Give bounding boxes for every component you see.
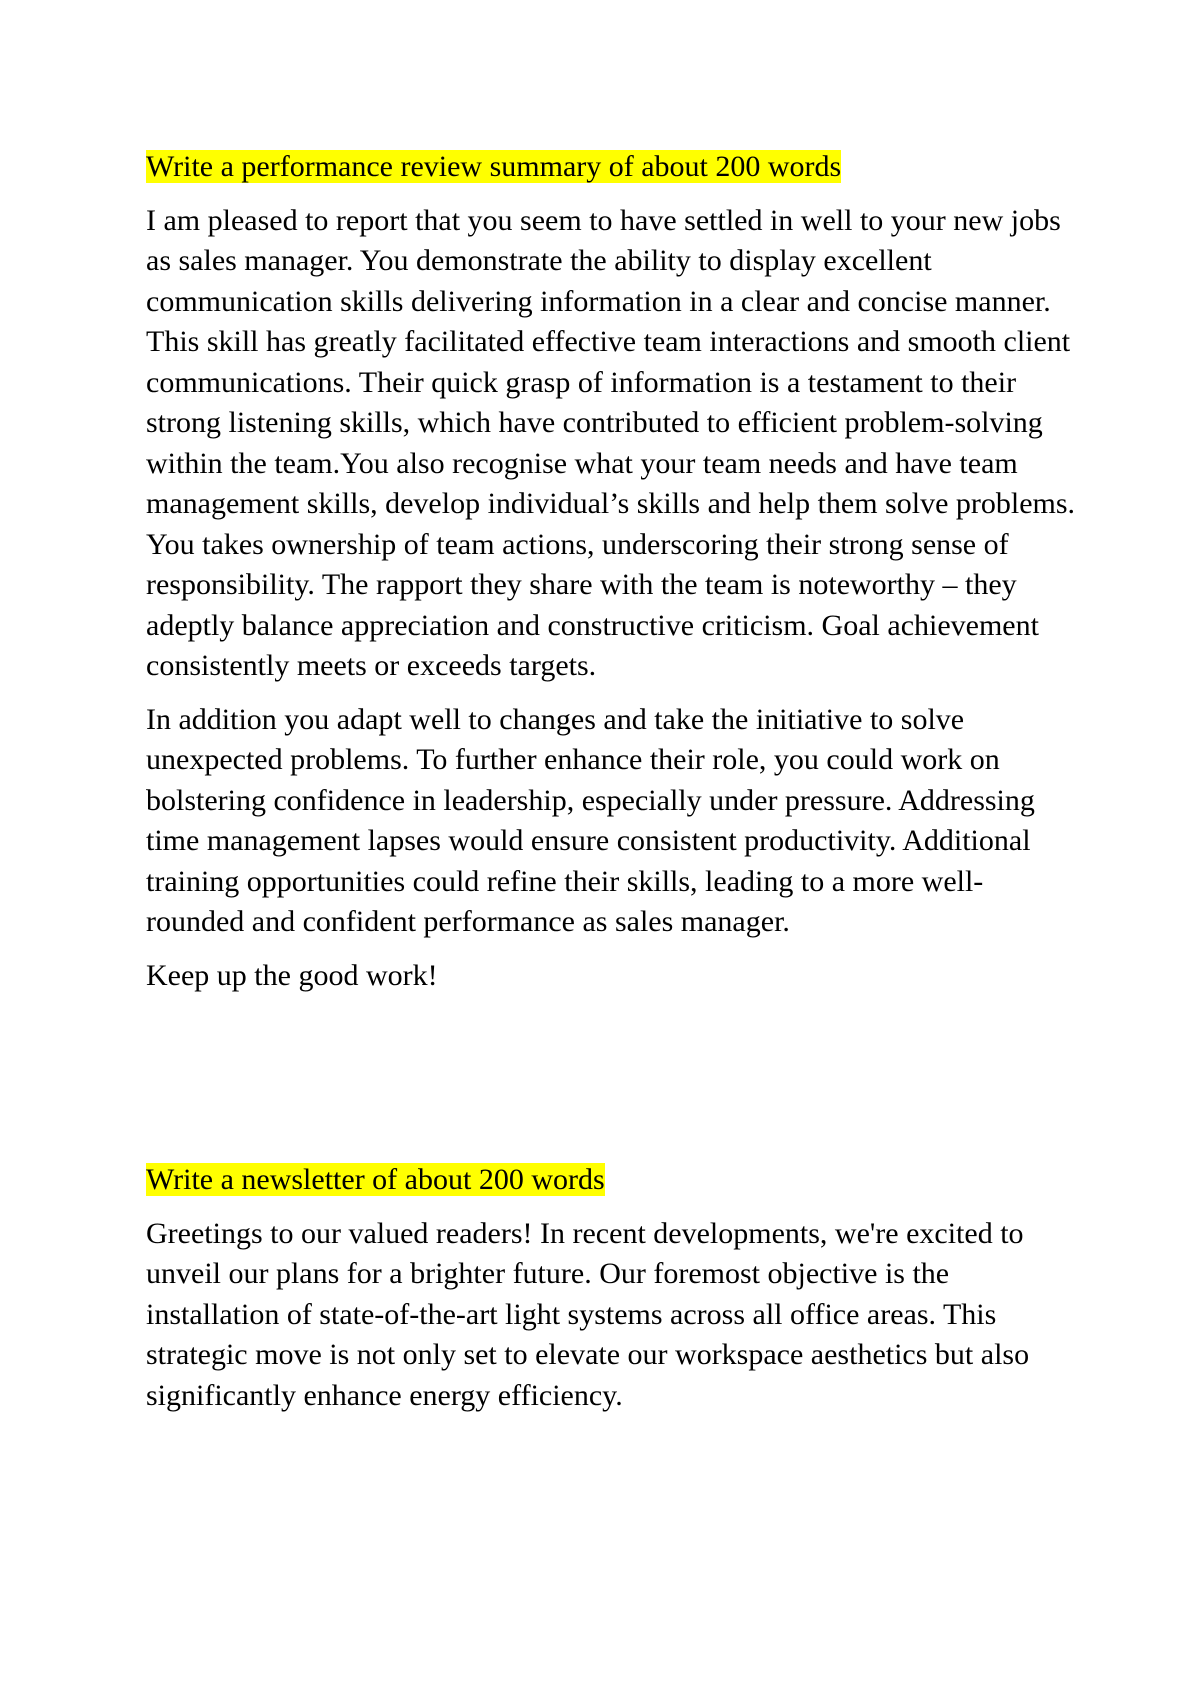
section2-heading [146,1160,1076,1201]
section1-paragraph-1: I am pleased to report that you seem to have settled in well to your new jobs as sales manager. You demonstrate the ability to display excellent communication skills delivering information in a clear and concise manner. This skill has greatly facilitated effective team interactions and smooth client communications. Their quick grasp of information is a testament to their strong listening skills, which have contributed to efficient problem-solving within the team.You also recognise what your team needs and have team management skills, develop individual’s skills and help them solve problems. You takes ownership of team actions, underscoring their strong sense of responsibility. The rapport they share with the team is noteworthy – they adeptly balance appreciation and constructive criticism. Goal achievement consistently meets or exceeds targets. [146,203,1076,682]
section1-heading [146,147,1076,188]
section-gap [146,1009,1076,1160]
section2-paragraph-1: Greetings to our valued readers! In recent developments, we're excited to unveil our plans for a brighter future. Our foremost objective is the installation of state-of-the-art light systems across all office areas. This strategic move is not only set to elevate our workspace aesthetics but also significantly enhance energy efficiency. [146,1216,1030,1412]
document-body [146,147,1076,1429]
section1-paragraph-3: Keep up the good work! [146,958,438,992]
section2-heading-text: Write a newsletter of about 200 words [146,1163,605,1196]
section1-paragraph-2: In addition you adapt well to changes and take the initiative to solve unexpected problems. To further enhance their role, you could work on bolstering confidence in leadership, especially under pressure. Addressing time management lapses would ensure consistent productivity. Additional training opportunities could refine their skills, leading to a more well-rounded and confident performance as sales manager. [146,702,1035,938]
section1-heading-text: Write a performance review summary of about 200 words [146,150,842,183]
